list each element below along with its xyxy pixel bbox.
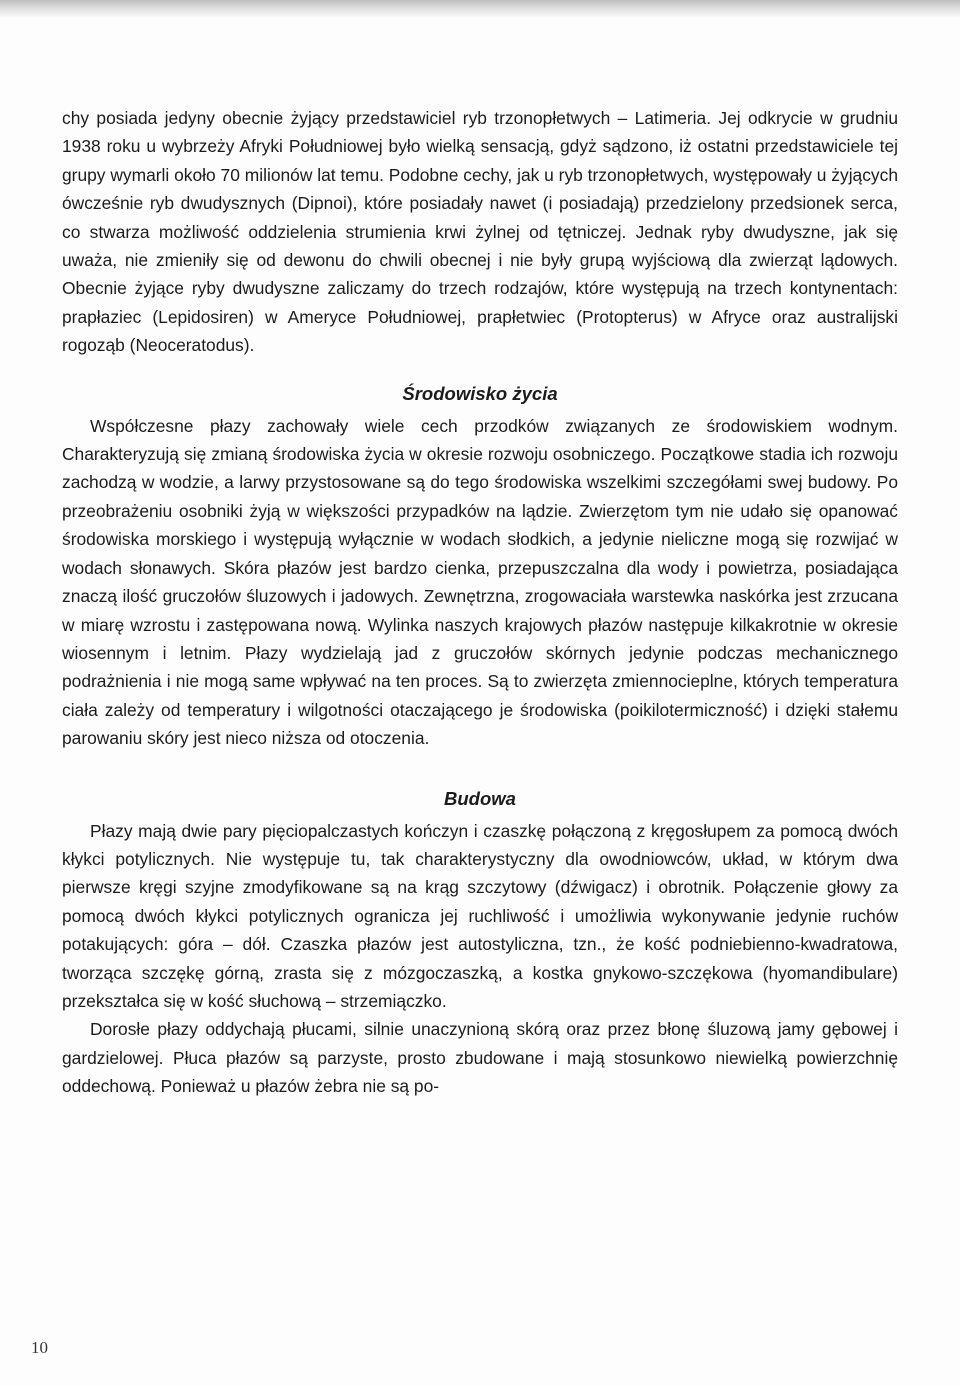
structure-paragraph-1: Płazy mają dwie pary pięciopalczastych kończyn i czaszkę połączoną z kręgosłupem za pomocą dwóch kłykci potylicznych. Nie występuje tu, tak charakterystyczny dla owodniowców, układ, w którym dwa pierwsze kręgi szyjne zmodyfikowane są na krąg szczytowy (dźwigacz) i obrotnik. Połączenie głowy za pomocą dwóch kłykci potylicznych ogranicza jej ruchliwość i umożliwia wykonywanie jedynie ruchów potakujących: góra – dół. Czaszka płazów jest autostyliczna, tzn., że kość podniebienno-kwadratowa, tworząca szczękę górną, zrasta się z mózgoczaszką, a kostka gnykowo-szczękowa (hyomandibulare) przekształca się w kość słuchową – strzemiączko.	[62, 820, 898, 1011]
page-body	[62, 104, 898, 1101]
scan-top-edge	[0, 0, 960, 18]
section-heading-habitat: Środowisko życia	[402, 382, 558, 404]
habitat-paragraph: Współczesne płazy zachowały wiele cech przodków związanych ze środowiskiem wodnym. Charakteryzują się zmianą środowiska życia w okresie rozwoju osobniczego. Początkowe stadia ich rozwoju zachodzą w wodzie, a larwy przystosowane są do tego środowiska wszelkimi szczegółami swej budowy. Po przeobrażeniu osobniki żyją w większości przypadków na lądzie. Zwierzętom tym nie udało się opanować środowiska morskiego i występują wyłącznie w wodach słodkich, a jedynie nieliczne mogą się rozwijać w wodach słonawych. Skóra płazów jest bardzo cienka, przepuszczalna dla wody i powietrza, posiadająca znaczą ilość gruczołów śluzowych i jadowych. Zewnętrzna, zrogowaciała warstewka naskórka jest zrzucana w miarę wzrostu i zastępowana nową. Wylinka naszych krajowych płazów następuje kilkakrotnie w okresie wiosennym i letnim. Płazy wydzielają jad z gruczołów skórnych jedynie podczas mechanicznego podrażnienia i nie mogą same wpływać na ten proces. Są to zwierzęta zmiennocieplne, których temperatura ciała zależy od temperatury i wilgotności otaczającego je środowiska (poikilotermiczność) i dzięki stałemu parowaniu skóry jest nieco niższa od otoczenia.	[62, 415, 898, 749]
intro-paragraph: chy posiada jedyny obecnie żyjący przedstawiciel ryb trzonopłetwych – Latimeria. Jej odkrycie w grudniu 1938 roku u wybrzeży Afryki Południowej było wielką sensacją, gdyż sądzono, iż ostatni przedstawiciele tej grupy wymarli około 70 milionów lat temu. Podobne cechy, jak u ryb trzonopłetwych, występowały u żyjących ówcześnie ryb dwudysznych (Dipnoi), które posiadały nawet (i posiadają) przedzielony przedsionek serca, co stwarza możliwość oddzielenia strumienia krwi żylnej od tętniczej. Jednak ryby dwudyszne, jak się uważa, nie zmieniły się od dewonu do chwili obecnej i nie były grupą wyjściową dla zwierząt lądowych. Obecnie żyjące ryby dwudyszne zaliczamy do trzech rodzajów, które występują na trzech kontynentach: prapłaziec (Lepidosiren) w Ameryce Południowej, prapłetwiec (Protopterus) w Afryce oraz australijski rogoząb (Neoceratodus).	[62, 108, 898, 356]
section-heading-structure: Budowa	[444, 787, 516, 809]
structure-paragraph-2: Dorosłe płazy oddychają płucami, silnie unaczynioną skórą oraz przez błonę śluzową jamy gębowej i gardzielowej. Płuca płazów są parzyste, prosto zbudowane i mają stosunkowo niewielką powierzchnię oddechową. Ponieważ u płazów żebra nie są po-	[62, 1019, 898, 1097]
page-number: 10	[31, 1338, 48, 1357]
